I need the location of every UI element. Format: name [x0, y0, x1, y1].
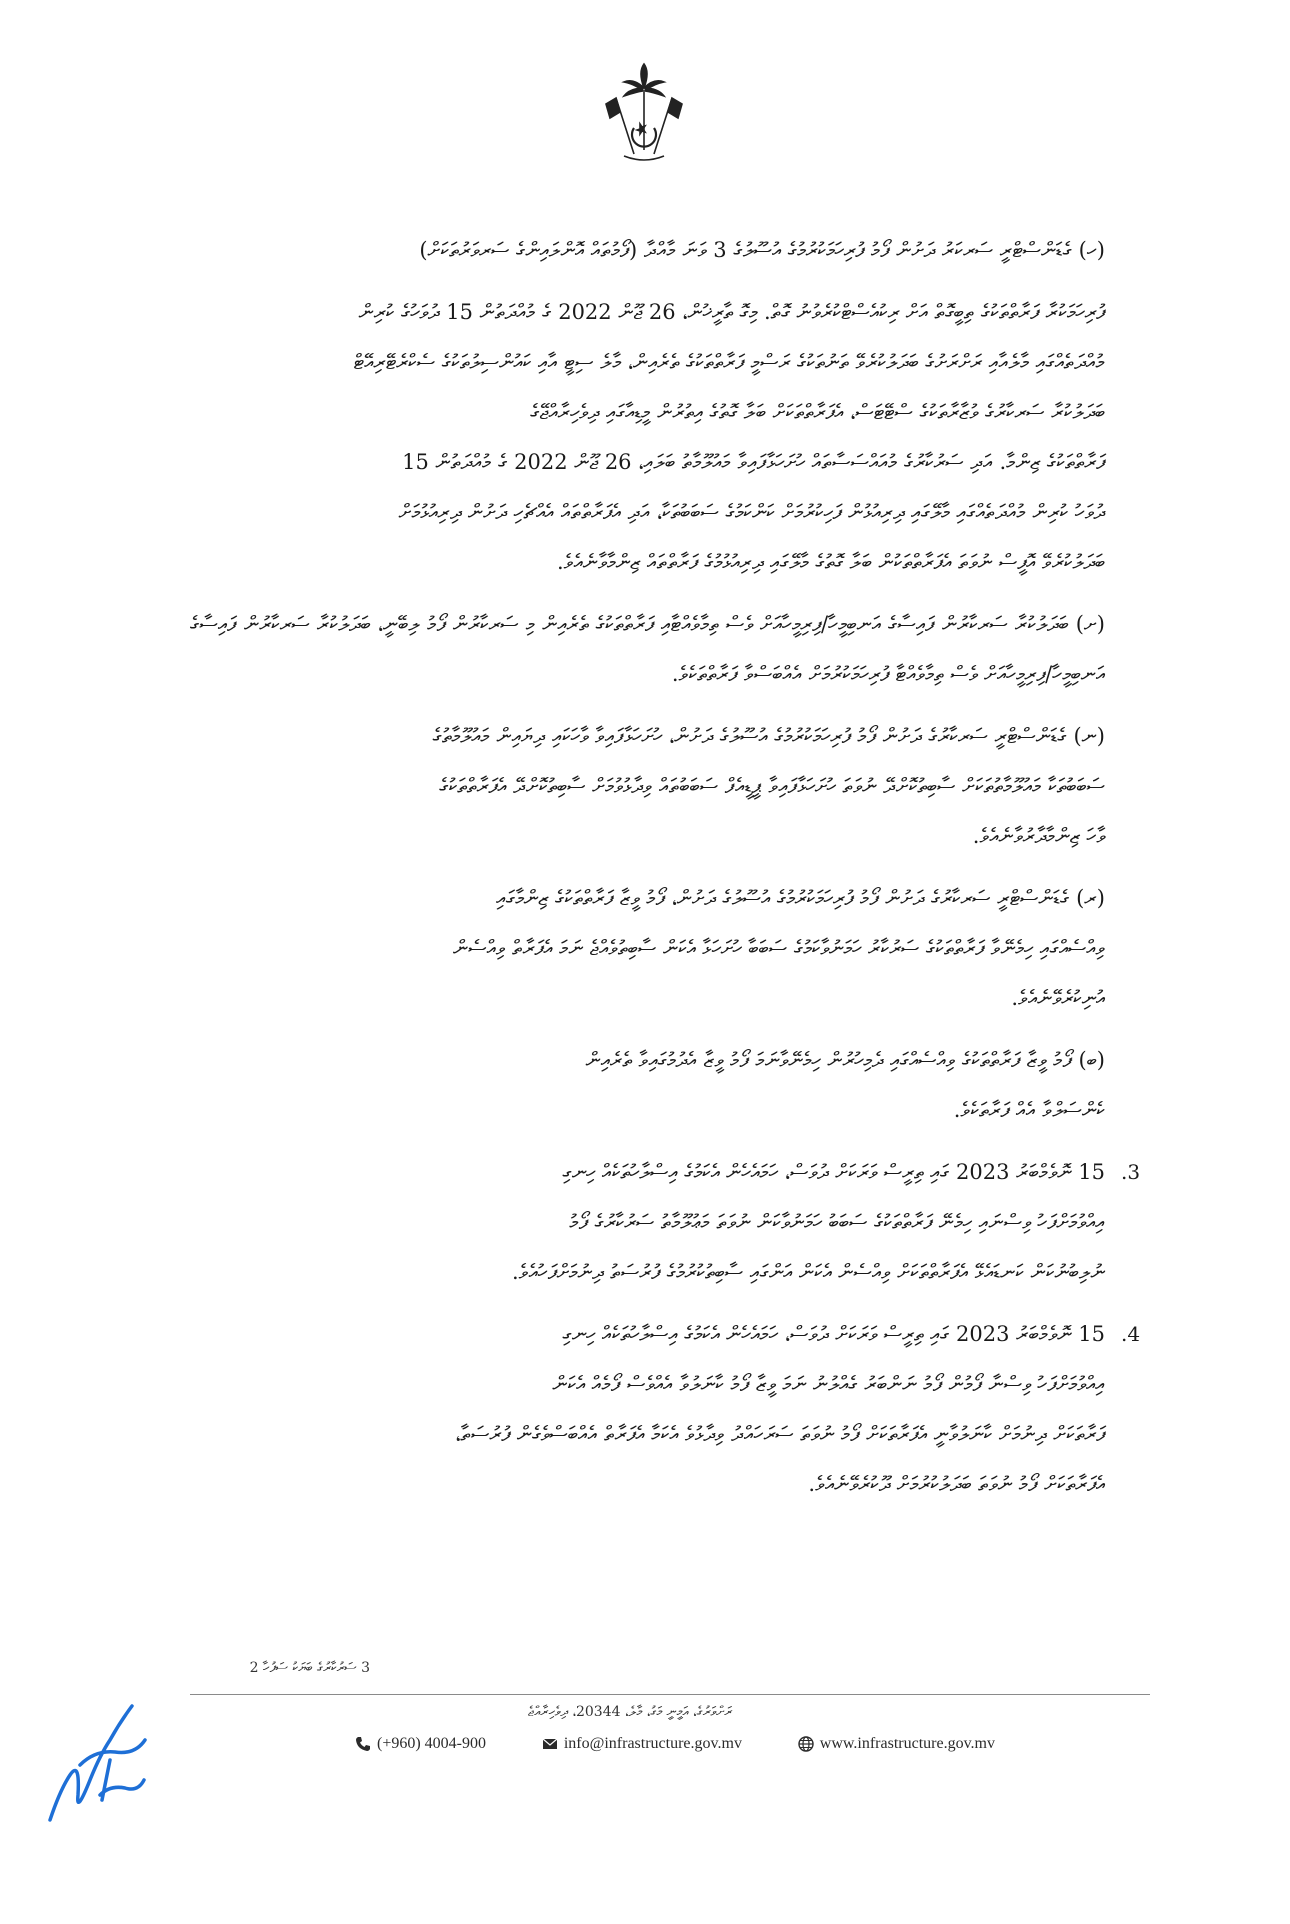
- paragraph-line: ނުލިބުނުކަން ކަނޑައެޅޭ އެފަރާތްތަކަށް ވިއްސެން އެކަން އަންގައި ސާބިތުކުރުމުގެ ފުރުސަތު ދިނުމަށްފަހުއެވެ.: [511, 1260, 1105, 1284]
- footer-address: ރަށްވަރުގެ، އަމީނީ މަގު، މާލެ، 20344، ދިވެހިރާއްޖެ: [527, 1704, 733, 1720]
- paragraph-line: ވާހަ ޒިންމާދާރުވާނެއެވެ.: [972, 824, 1105, 848]
- footer-website: [798, 1735, 995, 1753]
- website-url: www.infrastructure.gov.mv: [819, 1735, 995, 1752]
- paragraph-line: ބަދަލުކުރެވޭ އޮފީސް ނުވަތަ އެފަރާތްތަކުން ބަލާ ގޮތުގެ މާލޭގައި ދިރިއުޅުމުގެ ފަރާތްތައް ޒިންމާވާނެއެވެ.: [557, 550, 1105, 574]
- email-address: info@infrastructure.gov.mv: [563, 1735, 742, 1752]
- clause-number: .4: [1121, 1322, 1141, 1346]
- globe-icon: [798, 1736, 814, 1752]
- numbered-clause: [190, 1309, 1141, 1359]
- clause-text: 15 ނޮވެމްބަރު 2023 ގައި ތިރީސް ވަރަކަށް ދުވަސް، ހަމައެހެން އެކަމުގެ އިސްލާހުތަކެއް ހިނގި: [562, 1322, 1105, 1346]
- paragraph-line: (ނ) ގެޑަންސްޓްރީ ސަރކާރުގެ ދަށުން ފޯމު ފުރިހަމަކުރުމުގެ އުސޫލުގެ ދަށުން، ހުށަހަޅާފައިވާ ވާހަކައި ދިޔައިން މައުލޫމާތުގެ: [432, 724, 1105, 748]
- paragraph-line: (ހ) ގެޑަންސްޓްރީ ސަރކަރު ދަށުން ފޯމު ފުރިހަމަކުރުމުގެ އުސޫލުގެ 3 ވަނަ މާއްދާ (ފޯމުތައް އޮންލައިންގެ ސަރވަރުތަކަށް): [419, 238, 1105, 262]
- paragraph-line: އިއްވުމަށްފަހު ވިސްނައި ހިމެނޭ ފަރާތްތަކުގެ ސަބަބު ހަމަނުވާކަން ނުވަތަ މަޢުލޫމާތު ސަރުކާރުގެ ފޯމު: [569, 1210, 1105, 1234]
- paragraph-line: އެފަރާތަކަށް ފޯމު ނުވަތަ ބަދަލުކުރުމަށް ދޫކުރެވޭނެއެވެ.: [808, 1472, 1105, 1496]
- paragraph-line: އިއްވުމަށްފަހު ވިސްނާ ފޯމުން ފޯމު ނަންބަރު ގެއްލުނު ނަމަ ވީޒާ ފޯމު ކާނަލުވާ އެއްވެސް ފޯމެއް އެކަން: [552, 1372, 1105, 1396]
- footer-phone: [355, 1735, 486, 1753]
- paragraph-line: ސަބަބުތަކާ މައުލޫމާތުތަކަށް ސާބިތުކޮށްދޭ ނުވަތަ ހުށަހަޅާފައިވާ ޕީޑީއެފް ސަބަބުތައް ވިދާޅުވުމަށް ސާބިތުކޮށްދޭ އެފަރާތްތަކުގެ: [439, 774, 1105, 798]
- phone-number: (+960) 4004-900: [377, 1735, 487, 1752]
- numbered-clause: [190, 1147, 1141, 1197]
- letter-body: [190, 225, 1141, 1521]
- phone-icon: [355, 1736, 371, 1752]
- page-footnote: 3 ސަރުކާރުގެ ބަޔަކު ސަފުހާ 2: [249, 1660, 370, 1676]
- paragraph-line: (ށ) ބަދަލުކުރާ ސަރކާރުން ފައިސާގެ އަނބިމީހާ/ފިރިމީހާއަށް ވެސް ތިމާވެއްޓާއި ފަރާތްތަކުގެ ތެރެއިން މި ސަރކާރުން ފޯމު ލިބޭނީ، ބަދަލުކުރާ ސަރކާރުން ފައިސާގެ އަނބިމީހާ/ފިރިމީހާއަށް ވެސް ތިމާވެއްޓާ ފުރިހަމަކުރުމަށް އެއްބަސްވާ ފަރާތްތަކެވެ.: [190, 612, 1105, 686]
- paragraph-line: އުނިކުރެވޭނެއެވެ.: [1011, 986, 1105, 1010]
- paragraph-line: ފުރިހަމަކުރާ ފަރާތްތަކުގެ ތިބީގޮތް އަށް ރިކުއެސްޓްކުރެވުނު ގޮތް. މިގޮ ތާރީޚުން، 26 ޖޫން 2022 ގެ މުއްދަތުން 15 ދުވަހުގެ ކުރިން: [358, 300, 1105, 324]
- paragraph-line: (ބ) ފޯމު ވީޒާ ފަރާތްތަކުގެ ވިއްސެއްގައި ދެމިހުރުން ހިމެނޭވާނަމަ ފޯމު ވީޒާ އެދުމުގައިވާ ތެރެއިން: [585, 1048, 1105, 1072]
- footer-email: [542, 1735, 742, 1753]
- maldives-state-emblem-icon: [594, 58, 694, 168]
- clause-number: .3: [1121, 1160, 1141, 1184]
- handwritten-signature-icon: [40, 1700, 150, 1830]
- clause-text: 15 ނޮވެމްބަރު 2023 ގައި ތިރީސް ވަރަކަށް ދުވަސް، ހަމައެހެން އެކަމުގެ އިސްލާހުތަކެއް ހިނގި: [562, 1160, 1105, 1184]
- paragraph-line: ފަރާތްތަކުގެ ޒިންމާ. އަދި ސަރުކާރުގެ މުއައްސަސާތައް ހުށަހަޅާފައިވާ މައުލޫމާތު ބަލައި، 26 ޖޫން 2022 ގެ މުއްދަތުން 15: [402, 450, 1105, 474]
- envelope-icon: [542, 1736, 558, 1752]
- paragraph-line: ބަދަލުކުރާ ސަރކާރުގެ ވުޒާރާތަކުގެ ސްޓޭޓަސް، އެފަރާތްތަކަށް ބަލާ ގޮތުގެ އިތުރުން މީޑިއާގައި ދިވެހިރާއްޖޭގެ: [530, 400, 1105, 424]
- paragraph-line: (ރ) ގެޑަންސްޓްރީ ސަރކާރުގެ ދަށުން ފޯމު ފުރިހަމަކުރުމުގެ އުސޫލުގެ ދަށުން، ފޯމު ވީޒާ ފަރާތްތަކުގެ ޒިންމާގައި: [496, 886, 1105, 910]
- footer-divider: [190, 1694, 1150, 1695]
- paragraph-line: ކެންސަލްވާ އެއް ފަރާތަކެވެ.: [953, 1098, 1105, 1122]
- paragraph-line: ފަރާތަކަށް ދިނުމަށް ކާނަލުވާނީ އެފަރާތަކަށް ފޯމު ނުވަތަ ސަރަހައްދު ވިދާޅުވެ އެކަމާ އެފަރާތް އެއްބަސްވެގެން ފުރުސަތާ،: [455, 1422, 1105, 1446]
- paragraph-line: ދުވަހު ކުރިން މުއްދަތެއްގައި މާލޭގައި ދިރިއުޅުން ފަހިކުރުމަށް ކަންކަމުގެ ސަބަބުތަކާ، އަދި އެފަރާތްތައް އެއްޗެހި ދަށުން ދިރިއުޅުމަށް: [398, 500, 1105, 524]
- footer-contacts: [355, 1732, 995, 1756]
- paragraph-line: މުއްދަތެއްގައި މާލެއާއި ރަށްރަށުގެ ބަދަލުކުރެވޭ ތަނުތަކުގެ ރަސްމީ ފަރާތްތަކުގެ ތެރެއިން، މާލެ ސިޓީ އާއި ކައުންސިލުތަކުގެ ސެކްރެޓޭރިއޭޓް: [353, 350, 1105, 374]
- paragraph-line: ވިއްސެއްގައި ހިމެނޭވާ ފަރާތްތަކުގެ ސަރުކާރު ހަމަނުވާކަމުގެ ސަބަބާ ހުށަހަޅާ އެކަން ސާބިތުވެއްޖެ ނަމަ އެފަރާތް ވިއްސެން: [453, 936, 1105, 960]
